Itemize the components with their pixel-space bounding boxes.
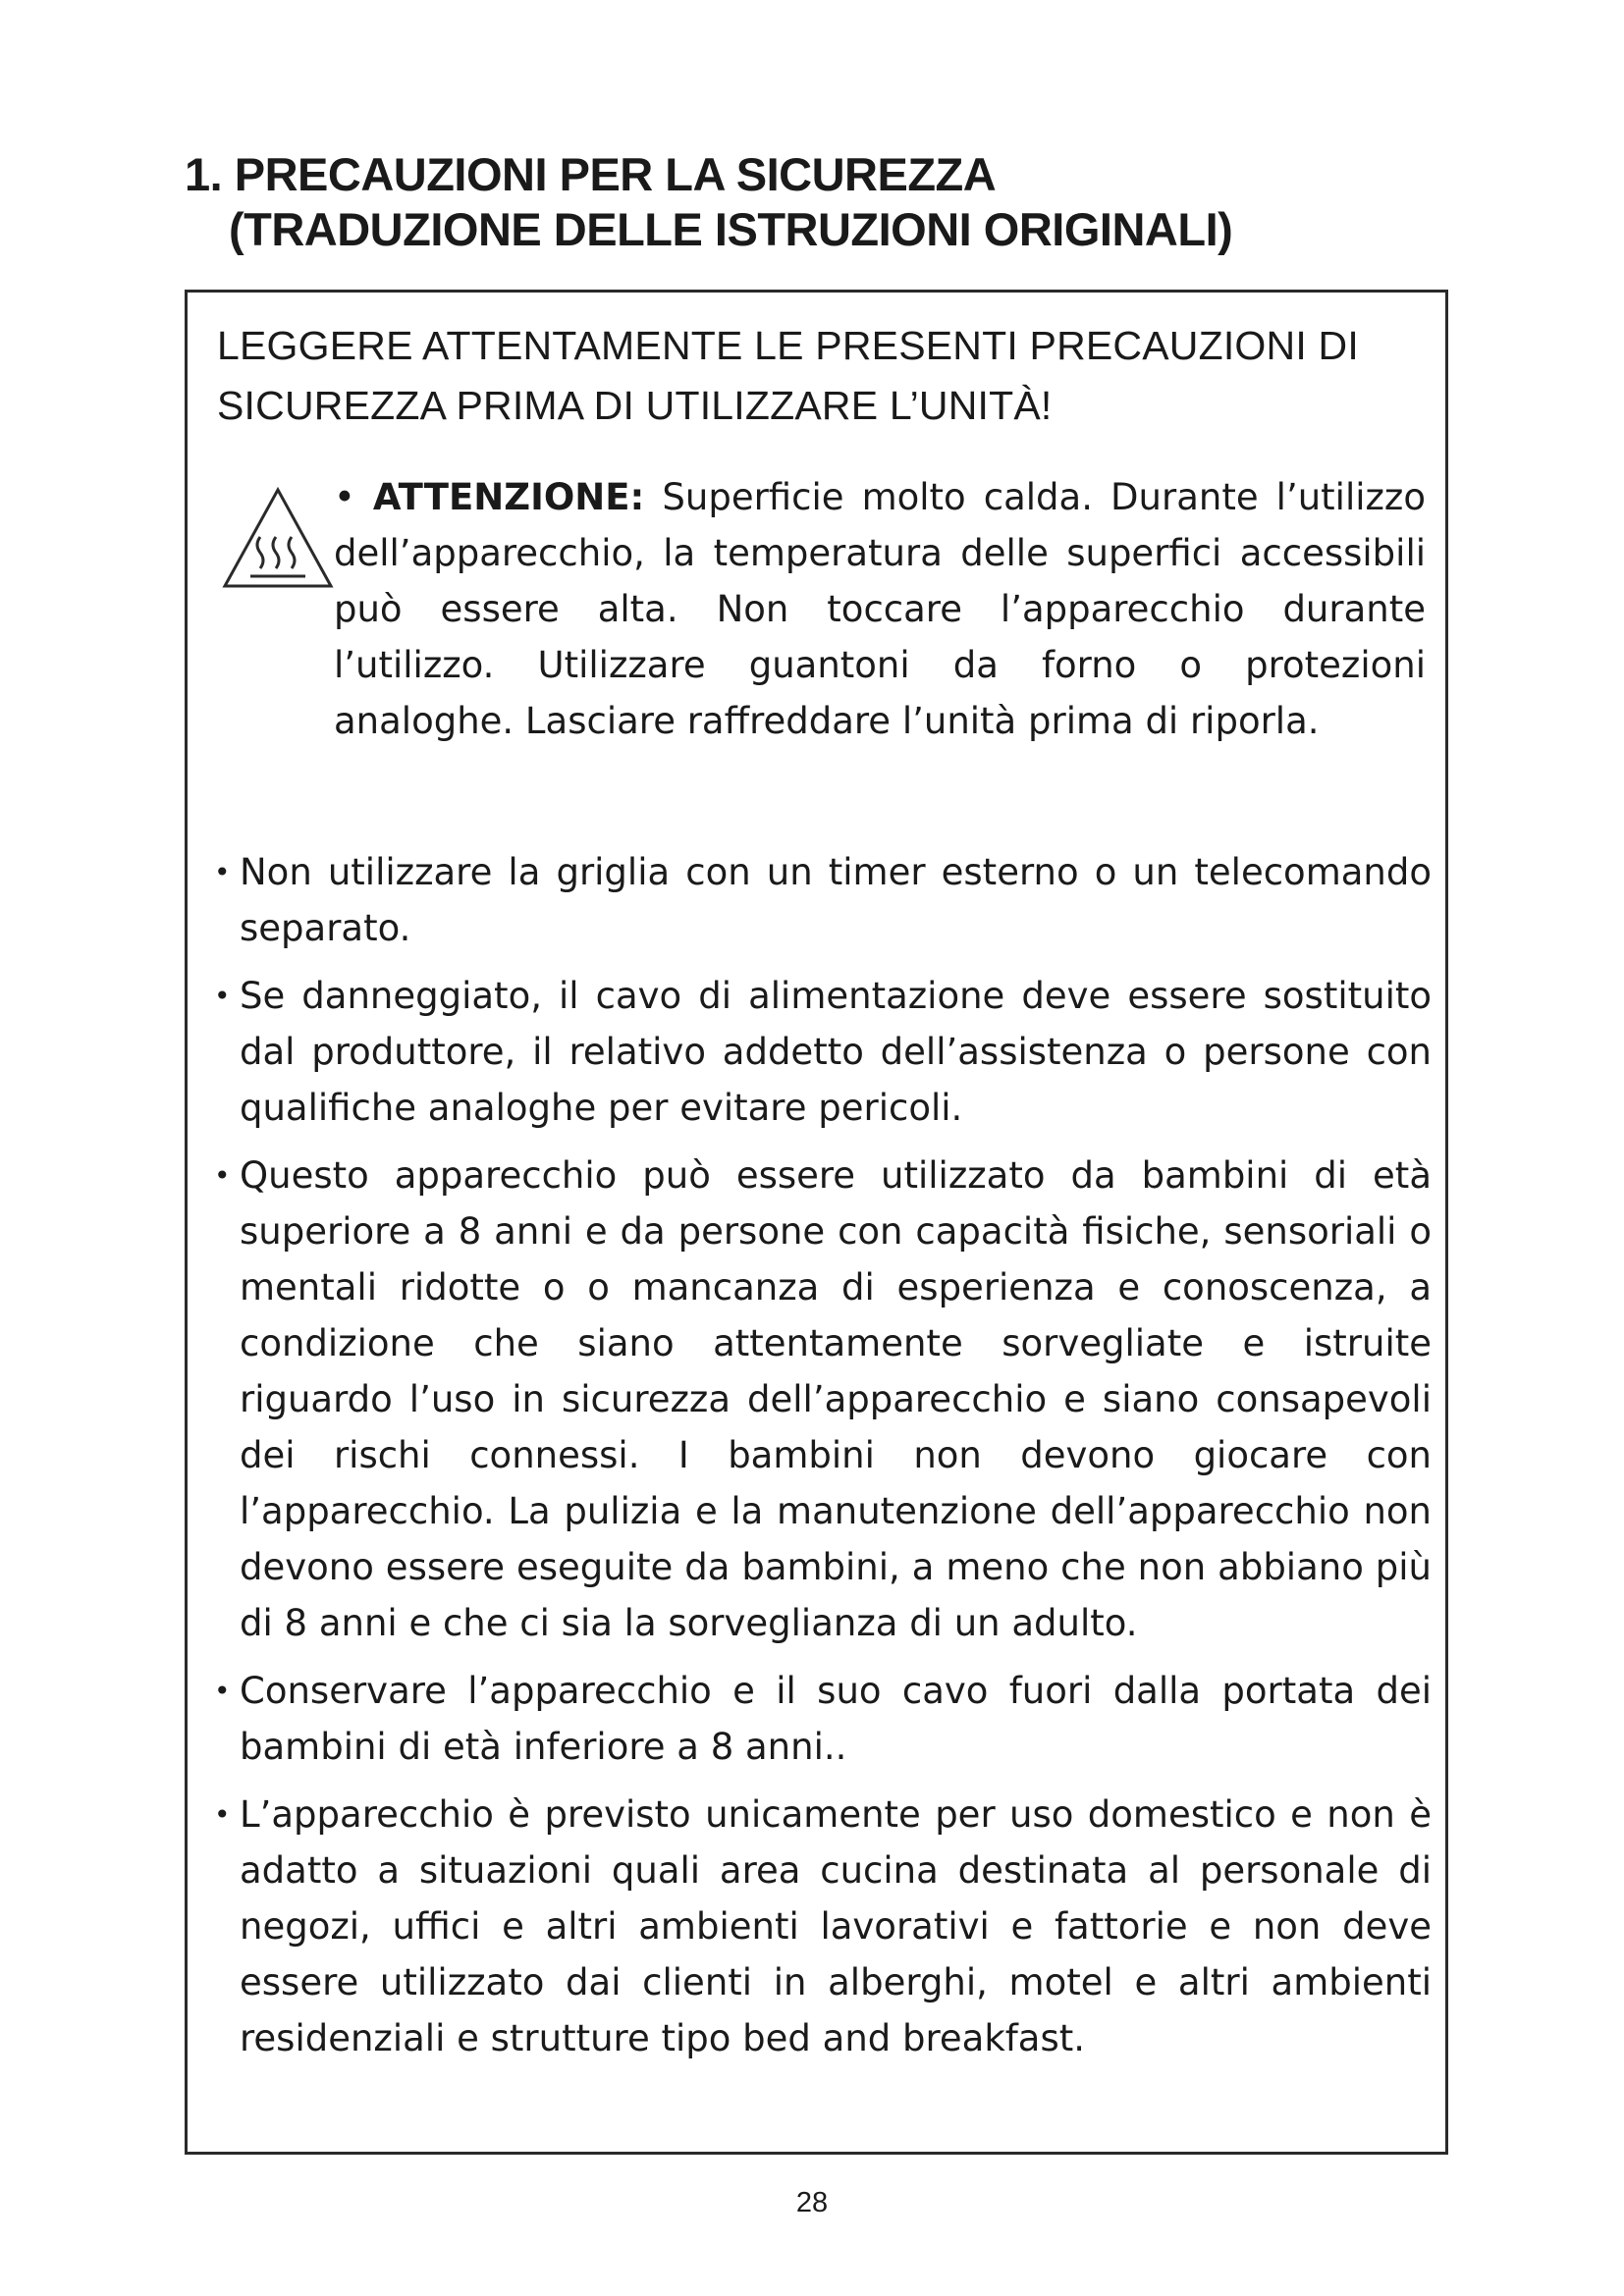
section-heading-line2: (TRADUZIONE DELLE ISTRUZIONI ORIGINALI) [229, 203, 1233, 255]
section-heading [185, 147, 1232, 257]
list-item [214, 1663, 1432, 1775]
page-number: 28 [795, 2187, 829, 2218]
hot-surface-warning-icon [221, 486, 335, 592]
warning-label: ATTENZIONE: [372, 476, 645, 518]
section-heading-line1: 1. PRECAUZIONI PER LA SICUREZZA [185, 148, 997, 200]
lead-notice: LEGGERE ATTENTAMENTE LE PRESENTI PRECAUZIONI DI SICUREZZA PRIMA DI UTILIZZARE L’UNITÀ! [217, 323, 1359, 428]
list-item-text: Se danneggiato, il cavo di alimentazione deve essere sostituito dal produttore, il relativo addetto dell’assistenza o persone con qualifiche analoghe per evitare pericoli. [240, 975, 1432, 1129]
bullet-icon: • [214, 856, 231, 888]
warning-bullet: • [334, 476, 355, 518]
list-item [214, 1787, 1432, 2066]
list-item [214, 844, 1432, 956]
bullet-icon: • [214, 1159, 231, 1192]
list-item-text: Questo apparecchio può essere utilizzato da bambini di età superiore a 8 anni e da persone con capacità fisiche, sensoriali o mentali ridotte o o mancanza di esperienza e conoscenza, a condizione che siano attentamente sorvegliate e istruite riguardo l’uso in sicurezza dell’apparecchio e siano consapevoli dei rischi connessi. I bambini non devono giocare con l’apparecchio. La pulizia e la manutenzione dell’apparecchio non devono essere eseguite da bambini, a meno che non abbiano più di 8 anni e che ci sia la sorveglianza di un adulto. [240, 1154, 1432, 1644]
list-item [214, 968, 1432, 1136]
warning-text: Superficie molto calda. Durante l’utilizzo dell’apparecchio, la temperatura delle superfici accessibili può essere alta. Non toccare l’apparecchio durante l’utilizzo. Utilizzare guantoni da forno o protezioni analoghe. Lasciare raffreddare l’unità prima di riporla. [334, 476, 1426, 742]
list-item [214, 1148, 1432, 1651]
bullet-icon: • [214, 1798, 231, 1831]
bullet-icon: • [214, 1675, 231, 1707]
warning-paragraph [334, 469, 1426, 749]
bullet-icon: • [214, 980, 231, 1012]
list-item-text: L’apparecchio è previsto unicamente per uso domestico e non è adatto a situazioni quali area cucina destinata al personale di negozi, uffici e altri ambienti lavorativi e fattorie e non deve essere utilizzato dai clienti in alberghi, motel e altri ambienti residenziali e strutture tipo bed and breakfast. [240, 1793, 1432, 2059]
safety-bullet-list [214, 844, 1432, 2078]
list-item-text: Non utilizzare la griglia con un timer esterno o un telecomando separato. [240, 851, 1432, 949]
list-item-text: Conservare l’apparecchio e il suo cavo fuori dalla portata dei bambini di età inferiore a 8 anni.. [240, 1670, 1432, 1768]
